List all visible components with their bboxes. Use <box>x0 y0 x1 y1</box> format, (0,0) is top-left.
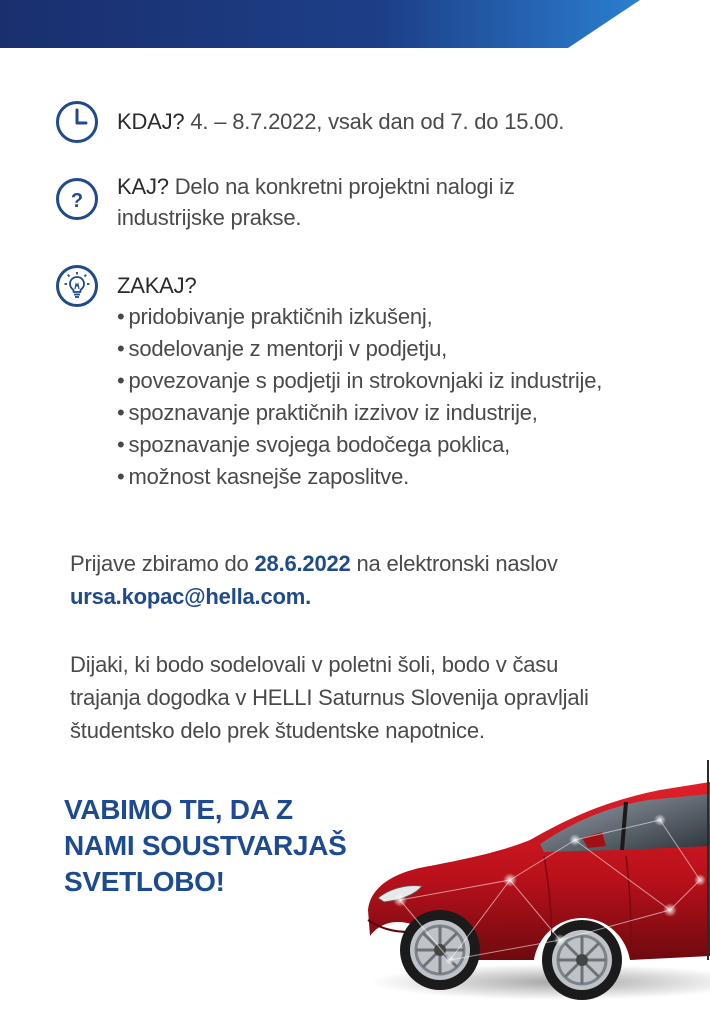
why-text <box>117 270 677 493</box>
application-prefix: Prijave zbiramo do <box>70 551 255 576</box>
what-text <box>117 171 677 233</box>
when-text <box>117 106 677 137</box>
list-item: • pridobivanje praktičnih izkušenj, <box>117 304 433 329</box>
headline-line-3: SVETLOBO! <box>64 866 225 897</box>
what-line-2: industrijske prakse. <box>117 205 302 230</box>
car-illustration <box>330 760 710 1004</box>
question-icon <box>55 177 99 221</box>
list-item: • možnost kasnejše zaposlitve. <box>117 464 410 489</box>
why-label: ZAKAJ? <box>117 273 197 298</box>
when-value: 4. – 8.7.2022, vsak dan od 7. do 15.00. <box>184 109 565 134</box>
header-banner <box>0 0 710 48</box>
note-line-3: študentsko delo prek študentske napotnice. <box>70 718 485 743</box>
note-line-1: Dijaki, ki bodo sodelovali v poletni šoli, bodo v času <box>70 652 559 677</box>
what-label: KAJ? <box>117 174 169 199</box>
application-suffix: na elektronski naslov <box>350 551 558 576</box>
list-item: • spoznavanje svojega bodočega poklica, <box>117 432 511 457</box>
when-label: KDAJ? <box>117 109 185 134</box>
list-item: • povezovanje s podjetji in strokovnjaki iz industrije, <box>117 368 603 393</box>
email-link[interactable]: ursa.kopac@hella.com. <box>70 584 312 609</box>
note-line-2: trajanja dogodka v HELLI Saturnus Slovenija opravljali <box>70 685 589 710</box>
lightbulb-icon <box>55 264 99 308</box>
deadline-date: 28.6.2022 <box>254 551 351 576</box>
application-paragraph <box>70 547 670 613</box>
headline-line-1: VABIMO TE, DA Z <box>64 794 293 825</box>
note-paragraph <box>70 648 670 747</box>
svg-text:?: ? <box>70 190 84 212</box>
why-list <box>117 301 677 493</box>
list-item: • sodelovanje z mentorji v podjetju, <box>117 336 448 361</box>
headline-line-2: NAMI SOUSTVARJAŠ <box>64 830 347 861</box>
what-line-1: Delo na konkretni projektni nalogi iz <box>168 174 515 199</box>
list-item: • spoznavanje praktičnih izzivov iz industrije, <box>117 400 538 425</box>
clock-icon <box>55 100 99 144</box>
